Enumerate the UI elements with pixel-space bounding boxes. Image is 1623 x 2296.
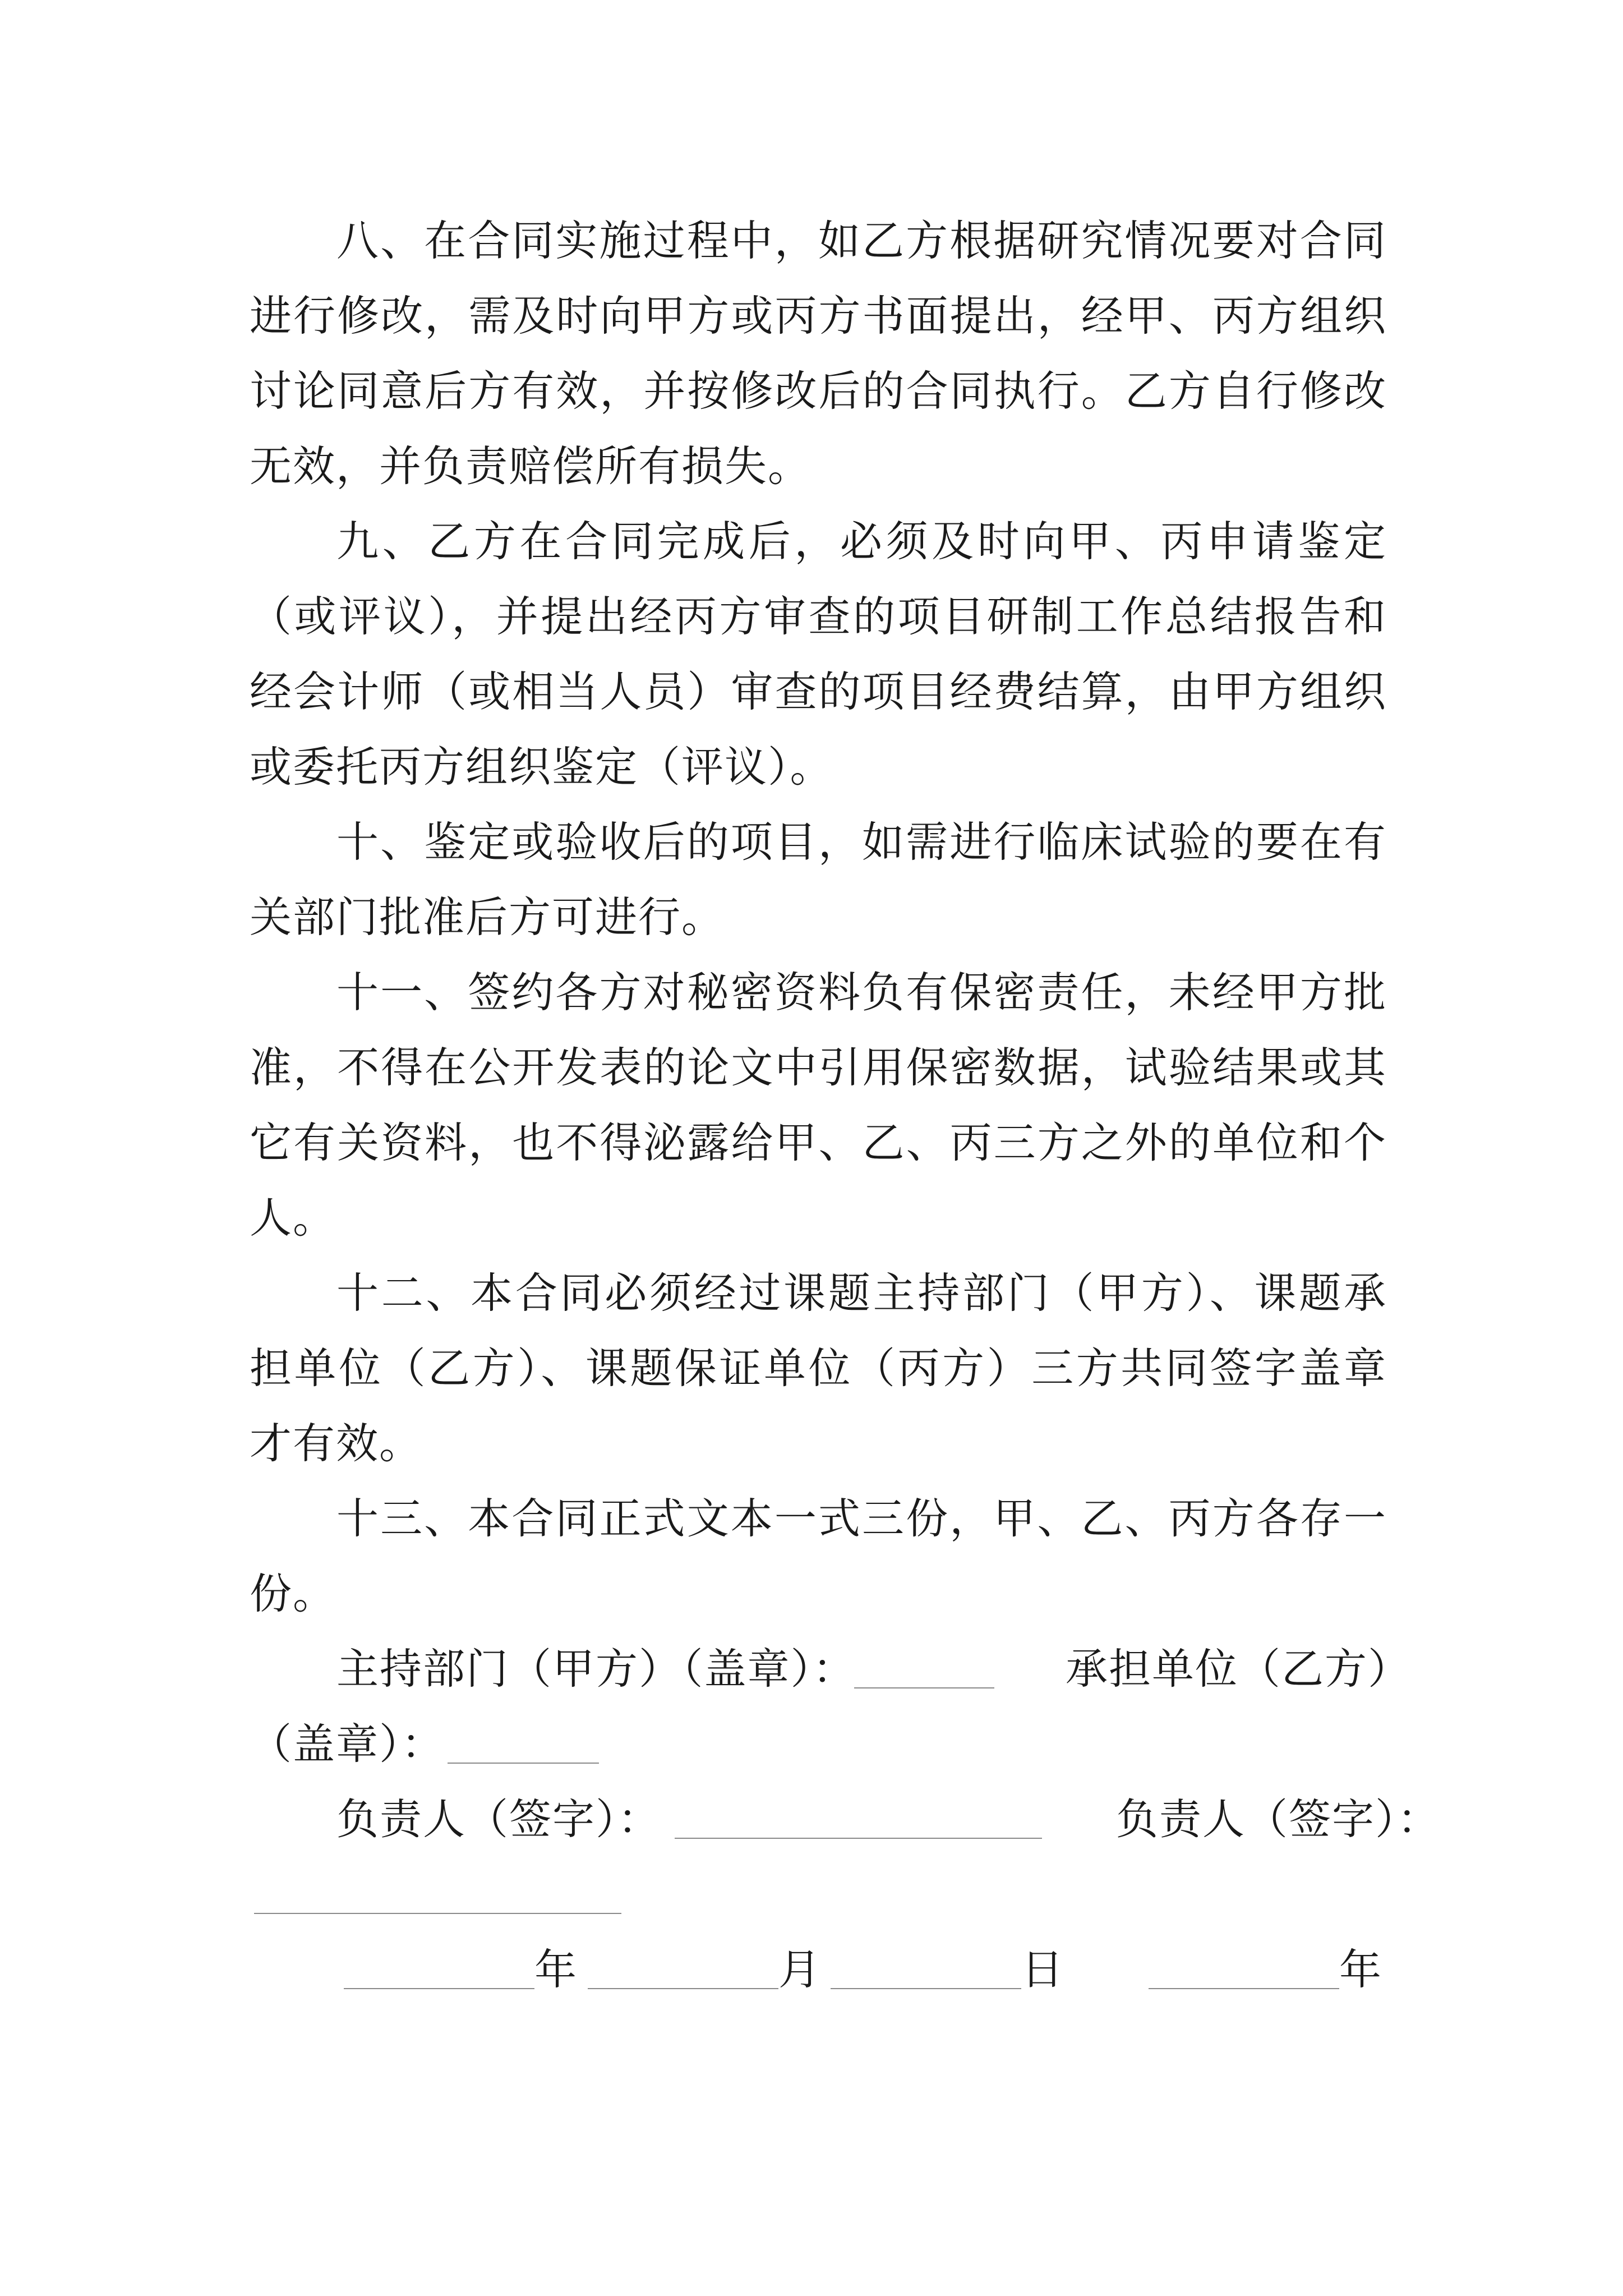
year-a-label: 年 bbox=[534, 1945, 578, 1994]
year-a-blank[interactable] bbox=[344, 1949, 534, 1989]
responsible-b-blank[interactable] bbox=[254, 1874, 621, 1914]
clause-13: 十三、本合同正式文本一式三份，甲、乙、丙方各存一份。 bbox=[250, 1494, 1387, 1618]
year-b-label: 年 bbox=[1339, 1945, 1383, 1994]
signature-row-date bbox=[250, 1932, 1387, 2007]
day-a-blank[interactable] bbox=[831, 1949, 1021, 1989]
responsible-a-label: 负责人（签字）： bbox=[336, 1795, 661, 1844]
responsible-b-label: 负责人（签字）： bbox=[1116, 1795, 1441, 1844]
document-body bbox=[250, 203, 1441, 2007]
clause-10: 十、鉴定或验收后的项目，如需进行临床试验的要在有关部门批准后方可进行。 bbox=[250, 817, 1387, 942]
party-b-label: 承担单位（乙方） bbox=[1066, 1644, 1412, 1694]
signature-row-seals-cont bbox=[250, 1706, 1387, 1782]
responsible-a-blank[interactable] bbox=[675, 1798, 1042, 1839]
party-b-seal-label: （盖章）： bbox=[250, 1719, 445, 1769]
month-a-blank[interactable] bbox=[588, 1949, 778, 1989]
party-a-seal-label: 主持部门（甲方）（盖章）： bbox=[336, 1644, 856, 1694]
year-b-blank[interactable] bbox=[1149, 1949, 1339, 1989]
party-b-seal-blank[interactable] bbox=[448, 1723, 599, 1764]
signature-row-responsible-cont bbox=[250, 1857, 1387, 1932]
clause-12: 十二、本合同必须经过课题主持部门（甲方）、课题承担单位（乙方）、课题保证单位（丙方）三方共同签字盖章才有效。 bbox=[250, 1268, 1387, 1468]
signature-row-responsible bbox=[250, 1782, 1441, 1857]
clause-9: 九、乙方在合同完成后，必须及时向甲、丙申请鉴定（或评议），并提出经丙方审查的项目研制工作总结报告和经会计师（或相当人员）审查的项目经费结算，由甲方组织或委托丙方组织鉴定（评议）。 bbox=[250, 517, 1387, 792]
party-a-seal-blank[interactable] bbox=[854, 1648, 994, 1688]
clause-8: 八、在合同实施过程中，如乙方根据研究情况要对合同进行修改，需及时向甲方或丙方书面提出，经甲、丙方组织讨论同意后方有效，并按修改后的合同执行。乙方自行修改无效，并负责赔偿所有损失。 bbox=[250, 216, 1387, 491]
day-a-label: 日 bbox=[1021, 1945, 1065, 1994]
signature-row-seals bbox=[250, 1631, 1412, 1706]
month-a-label: 月 bbox=[778, 1945, 822, 1994]
clause-11: 十一、签约各方对秘密资料负有保密责任，未经甲方批准，不得在公开发表的论文中引用保密数据，试验结果或其它有关资料，也不得泌露给甲、乙、丙三方之外的单位和个人。 bbox=[250, 968, 1387, 1243]
